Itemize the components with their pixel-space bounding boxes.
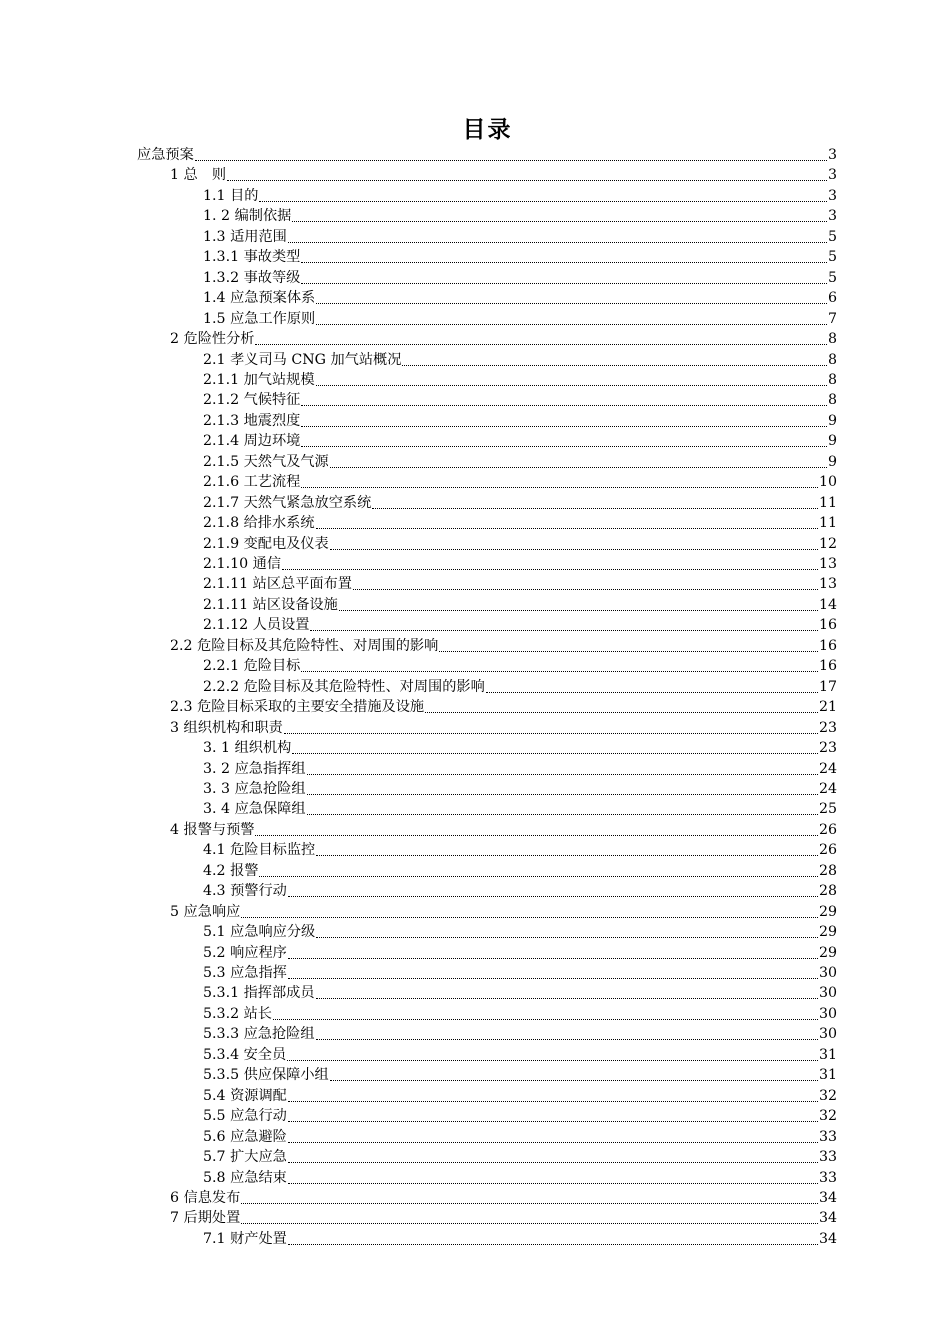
toc-entry[interactable] bbox=[203, 860, 837, 880]
toc-dot-leader bbox=[316, 527, 818, 529]
toc-page-number: 11 bbox=[818, 494, 837, 511]
toc-page-number: 31 bbox=[818, 1046, 837, 1063]
toc-entry[interactable] bbox=[170, 1187, 837, 1207]
toc-page-number: 14 bbox=[818, 596, 837, 613]
page-title: 目录 bbox=[462, 117, 513, 143]
toc-entry-label: 1.3.2 事故等级 bbox=[203, 269, 301, 286]
toc-page-number: 30 bbox=[818, 965, 837, 981]
toc-entry-label: 1.5 应急工作原则 bbox=[203, 310, 316, 327]
toc-entry-label: 2.1.10 通信 bbox=[203, 556, 282, 572]
toc-entry[interactable] bbox=[203, 1146, 837, 1166]
toc-page-number: 5 bbox=[827, 249, 837, 266]
toc-entry-label: 5.3.1 指挥部成员 bbox=[203, 985, 315, 1002]
toc-entry-label: 2.1.9 变配电及仪表 bbox=[203, 535, 329, 552]
toc-entry-label: 3. 1 组织机构 bbox=[203, 740, 292, 757]
toc-entry[interactable] bbox=[203, 430, 837, 450]
toc-page-number: 8 bbox=[827, 392, 837, 409]
toc-page-number: 30 bbox=[818, 985, 837, 1002]
toc-entry-label: 5.3.2 站长 bbox=[203, 1005, 272, 1022]
toc-dot-leader bbox=[241, 1222, 818, 1224]
toc-entry[interactable] bbox=[203, 614, 837, 634]
toc-entry-label: 5.3 应急指挥 bbox=[203, 965, 287, 981]
toc-page-number: 8 bbox=[827, 371, 837, 388]
toc-entry[interactable] bbox=[203, 1167, 837, 1187]
toc-entry-label: 2.1.1 加气站规模 bbox=[203, 371, 315, 388]
toc-dot-leader bbox=[288, 1141, 818, 1143]
toc-dot-leader bbox=[288, 1100, 818, 1102]
toc-dot-leader bbox=[310, 629, 818, 631]
toc-entry[interactable] bbox=[203, 921, 837, 941]
toc-entry[interactable] bbox=[203, 655, 837, 675]
toc-page-number: 3 bbox=[827, 147, 837, 163]
toc-page-number: 23 bbox=[818, 740, 837, 757]
toc-entry[interactable] bbox=[203, 492, 837, 512]
toc-entry-label: 5.5 应急行动 bbox=[203, 1108, 287, 1125]
toc-dot-leader bbox=[288, 1182, 818, 1184]
toc-dot-leader bbox=[288, 1161, 818, 1163]
toc-page-number: 6 bbox=[827, 290, 837, 307]
toc-entry-label: 4 报警与预警 bbox=[170, 821, 255, 838]
toc-entry-label: 2.1.8 给排水系统 bbox=[203, 515, 315, 532]
toc-page-number: 8 bbox=[827, 351, 837, 368]
toc-page-number: 16 bbox=[818, 637, 837, 654]
toc-dot-leader bbox=[259, 875, 817, 877]
toc-page-number: 29 bbox=[818, 944, 837, 961]
toc-entry[interactable] bbox=[203, 369, 837, 389]
toc-entry-label: 4.1 危险目标监控 bbox=[203, 842, 316, 859]
toc-page-number: 11 bbox=[818, 515, 837, 532]
toc-page-number: 21 bbox=[818, 699, 837, 716]
toc-entry-label: 应急预案 bbox=[137, 147, 194, 163]
toc-dot-leader bbox=[288, 1120, 818, 1122]
toc-entry-label: 3. 2 应急指挥组 bbox=[203, 760, 306, 777]
toc-entry[interactable] bbox=[203, 737, 837, 757]
toc-entry[interactable] bbox=[203, 962, 837, 982]
toc-entry-label: 5.3.4 安全员 bbox=[203, 1046, 287, 1063]
toc-entry[interactable] bbox=[203, 880, 837, 900]
toc-entry[interactable] bbox=[203, 287, 837, 307]
toc-dot-leader bbox=[195, 159, 827, 161]
toc-dot-leader bbox=[316, 854, 818, 856]
toc-dot-leader bbox=[316, 1038, 818, 1040]
toc-entry-label: 2.1.7 天然气紧急放空系统 bbox=[203, 494, 372, 511]
toc-page-number: 16 bbox=[818, 658, 837, 675]
toc-dot-leader bbox=[307, 793, 818, 795]
toc-entry[interactable] bbox=[203, 982, 837, 1002]
toc-page-number: 25 bbox=[818, 801, 837, 818]
toc-page-number: 24 bbox=[818, 760, 837, 777]
toc-entry[interactable] bbox=[170, 819, 837, 839]
toc-entry-label: 2.1.2 气候特征 bbox=[203, 392, 301, 409]
toc-dot-leader bbox=[241, 916, 818, 918]
toc-entry-label: 5.7 扩大应急 bbox=[203, 1149, 287, 1166]
toc-entry[interactable] bbox=[203, 226, 837, 246]
toc-page-number: 10 bbox=[818, 474, 837, 491]
toc-entry-label: 4.3 预警行动 bbox=[203, 883, 287, 900]
toc-dot-leader bbox=[316, 936, 818, 938]
toc-dot-leader bbox=[241, 1202, 818, 1204]
toc-entry[interactable] bbox=[203, 798, 837, 818]
toc-entry-label: 2.2 危险目标及其危险特性、对周围的影响 bbox=[170, 637, 439, 654]
toc-page-number: 3 bbox=[827, 208, 837, 225]
toc-dot-leader bbox=[288, 977, 818, 979]
toc-page-number: 30 bbox=[818, 1005, 837, 1022]
toc-page-number: 34 bbox=[818, 1230, 837, 1247]
toc-entry[interactable] bbox=[170, 901, 837, 921]
toc-entry[interactable] bbox=[203, 512, 837, 532]
toc-page-number: 26 bbox=[818, 821, 837, 838]
toc-dot-leader bbox=[372, 507, 818, 509]
toc-page-number: 16 bbox=[818, 617, 837, 634]
toc-dot-leader bbox=[255, 834, 817, 836]
toc-entry[interactable] bbox=[203, 1003, 837, 1023]
toc-entry-label: 5.6 应急避险 bbox=[203, 1128, 287, 1145]
toc-dot-leader bbox=[330, 548, 818, 550]
toc-page-number: 34 bbox=[818, 1189, 837, 1206]
toc-entry[interactable] bbox=[203, 1105, 837, 1125]
toc-entry-label: 4.2 报警 bbox=[203, 862, 259, 879]
toc-dot-leader bbox=[282, 568, 818, 570]
toc-dot-leader bbox=[425, 711, 818, 713]
toc-page-number: 32 bbox=[818, 1108, 837, 1125]
toc-entry[interactable] bbox=[203, 471, 837, 491]
toc-page-number: 31 bbox=[818, 1067, 837, 1084]
toc-page-number: 13 bbox=[818, 556, 837, 572]
toc-entry[interactable] bbox=[203, 205, 837, 225]
toc-dot-leader bbox=[316, 384, 827, 386]
toc-page-number: 34 bbox=[818, 1210, 837, 1227]
toc-entry[interactable] bbox=[203, 839, 837, 859]
toc-dot-leader bbox=[273, 1018, 818, 1020]
toc-entry-label: 2.1.3 地震烈度 bbox=[203, 412, 301, 429]
toc-page-number: 24 bbox=[818, 780, 837, 797]
toc-dot-leader bbox=[301, 261, 827, 263]
toc-entry-label: 6 信息发布 bbox=[170, 1189, 241, 1206]
toc-dot-leader bbox=[330, 466, 827, 468]
toc-page-number: 9 bbox=[827, 433, 837, 450]
toc-entry[interactable] bbox=[203, 389, 837, 409]
toc-entry[interactable] bbox=[203, 349, 837, 369]
toc-entry-label: 5.2 响应程序 bbox=[203, 944, 287, 961]
toc-entry[interactable] bbox=[203, 308, 837, 328]
toc-entry[interactable] bbox=[203, 676, 837, 696]
toc-page-number: 7 bbox=[827, 310, 837, 327]
toc-entry[interactable] bbox=[137, 144, 837, 164]
toc-page-number: 9 bbox=[827, 412, 837, 429]
toc-entry[interactable] bbox=[203, 1023, 837, 1043]
toc-entry[interactable] bbox=[203, 451, 837, 471]
toc-page-number: 9 bbox=[827, 453, 837, 470]
toc-entry[interactable] bbox=[203, 1126, 837, 1146]
toc-entry-label: 2.1.5 天然气及气源 bbox=[203, 453, 329, 470]
toc-dot-leader bbox=[288, 957, 818, 959]
toc-entry-label: 2.1.11 站区总平面布置 bbox=[203, 576, 352, 593]
toc-entry-label: 5.1 应急响应分级 bbox=[203, 924, 316, 941]
toc-dot-leader bbox=[301, 404, 827, 406]
toc-page-number: 23 bbox=[818, 719, 837, 736]
toc-entry-label: 5.3.5 供应保障小组 bbox=[203, 1067, 329, 1084]
toc-entry-label: 3 组织机构和职责 bbox=[170, 719, 283, 736]
toc-entry-label: 1. 2 编制依据 bbox=[203, 208, 292, 225]
toc-page-number: 30 bbox=[818, 1026, 837, 1043]
toc-page-number: 26 bbox=[818, 842, 837, 859]
toc-page-number: 8 bbox=[827, 331, 837, 348]
toc-entry-label: 5 应急响应 bbox=[170, 903, 241, 920]
toc-entry-label: 2.2.2 危险目标及其危险特性、对周围的影响 bbox=[203, 678, 485, 695]
toc-dot-leader bbox=[292, 220, 827, 222]
toc-page-number: 32 bbox=[818, 1087, 837, 1104]
toc-dot-leader bbox=[288, 241, 827, 243]
toc-page-number: 3 bbox=[827, 187, 837, 204]
toc-page-number: 5 bbox=[827, 269, 837, 286]
toc-entry-label: 2 危险性分析 bbox=[170, 331, 255, 348]
toc-entry-label: 7 后期处置 bbox=[170, 1210, 241, 1227]
toc-entry[interactable] bbox=[203, 1085, 837, 1105]
toc-page-number: 13 bbox=[818, 576, 837, 593]
toc-entry-label: 2.1 孝义司马 CNG 加气站概况 bbox=[203, 351, 402, 368]
toc-entry[interactable] bbox=[203, 942, 837, 962]
toc-dot-leader bbox=[307, 813, 818, 815]
toc-dot-leader bbox=[255, 343, 826, 345]
toc-entry-label: 5.4 资源调配 bbox=[203, 1087, 287, 1104]
toc-entry-label: 1 总 则 bbox=[170, 167, 227, 184]
toc-entry[interactable] bbox=[170, 164, 837, 184]
toc-entry[interactable] bbox=[203, 267, 837, 287]
toc-dot-leader bbox=[227, 179, 827, 181]
toc-entry-label: 5.3.3 应急抢险组 bbox=[203, 1026, 315, 1043]
toc-entry[interactable] bbox=[203, 573, 837, 593]
toc-entry-label: 1.1 目的 bbox=[203, 187, 259, 204]
toc-dot-leader bbox=[339, 609, 818, 611]
toc-entry-label: 7.1 财产处置 bbox=[203, 1230, 287, 1247]
toc-page-number: 29 bbox=[818, 903, 837, 920]
toc-dot-leader bbox=[301, 425, 827, 427]
toc-dot-leader bbox=[439, 650, 818, 652]
toc-entry[interactable] bbox=[203, 1228, 837, 1248]
toc-page-number: 29 bbox=[818, 924, 837, 941]
toc-entry[interactable] bbox=[203, 410, 837, 430]
toc-dot-leader bbox=[402, 364, 827, 366]
toc-dot-leader bbox=[330, 1079, 818, 1081]
toc-dot-leader bbox=[288, 1243, 818, 1245]
toc-entry[interactable] bbox=[170, 1207, 837, 1227]
toc-entry[interactable] bbox=[170, 635, 837, 655]
toc-entry-label: 1.3 适用范围 bbox=[203, 228, 287, 245]
toc-dot-leader bbox=[316, 997, 818, 999]
toc-page-number: 5 bbox=[827, 228, 837, 245]
toc-entry[interactable] bbox=[203, 185, 837, 205]
toc-dot-leader bbox=[301, 486, 818, 488]
toc-dot-leader bbox=[284, 732, 818, 734]
toc-dot-leader bbox=[307, 773, 818, 775]
toc-dot-leader bbox=[288, 895, 818, 897]
toc-entry-label: 1.4 应急预案体系 bbox=[203, 290, 316, 307]
toc-entry[interactable] bbox=[203, 246, 837, 266]
toc-entry[interactable] bbox=[203, 594, 837, 614]
toc-entry[interactable] bbox=[203, 758, 837, 778]
toc-page-number: 28 bbox=[818, 883, 837, 900]
toc-page-number: 28 bbox=[818, 862, 837, 879]
toc-dot-leader bbox=[292, 752, 818, 754]
toc-dot-leader bbox=[301, 282, 827, 284]
toc-page-number: 17 bbox=[818, 678, 837, 695]
toc-entry[interactable] bbox=[203, 1044, 837, 1064]
toc-page-number: 33 bbox=[818, 1169, 837, 1186]
toc-entry[interactable] bbox=[203, 1064, 837, 1084]
toc-dot-leader bbox=[259, 200, 827, 202]
toc-dot-leader bbox=[316, 323, 827, 325]
toc-entry[interactable] bbox=[170, 717, 837, 737]
toc-entry[interactable] bbox=[203, 553, 837, 573]
toc-page-number: 33 bbox=[818, 1149, 837, 1166]
toc-entry[interactable] bbox=[170, 328, 837, 348]
toc-dot-leader bbox=[287, 1059, 818, 1061]
toc-entry-label: 5.8 应急结束 bbox=[203, 1169, 287, 1186]
toc-entry-label: 2.1.6 工艺流程 bbox=[203, 474, 301, 491]
toc-dot-leader bbox=[316, 302, 827, 304]
toc-entry-label: 2.3 危险目标采取的主要安全措施及设施 bbox=[170, 699, 425, 716]
toc-page-number: 33 bbox=[818, 1128, 837, 1145]
toc-entry-label: 2.1.4 周边环境 bbox=[203, 433, 301, 450]
toc-page-number: 3 bbox=[827, 167, 837, 184]
toc-entry-label: 2.1.11 站区设备设施 bbox=[203, 596, 338, 613]
toc-entry[interactable] bbox=[203, 778, 837, 798]
toc-entry-label: 2.2.1 危险目标 bbox=[203, 658, 301, 675]
toc-dot-leader bbox=[301, 445, 827, 447]
toc-entry-label: 3. 3 应急抢险组 bbox=[203, 780, 306, 797]
toc-dot-leader bbox=[353, 588, 818, 590]
toc-entry-label: 2.1.12 人员设置 bbox=[203, 617, 310, 634]
toc-entry-label: 3. 4 应急保障组 bbox=[203, 801, 306, 818]
toc-page-number: 12 bbox=[818, 535, 837, 552]
toc-dot-leader bbox=[301, 670, 818, 672]
toc-entry[interactable] bbox=[203, 533, 837, 553]
toc-entry[interactable] bbox=[170, 696, 837, 716]
toc-entry-label: 1.3.1 事故类型 bbox=[203, 249, 301, 266]
toc-dot-leader bbox=[486, 691, 818, 693]
